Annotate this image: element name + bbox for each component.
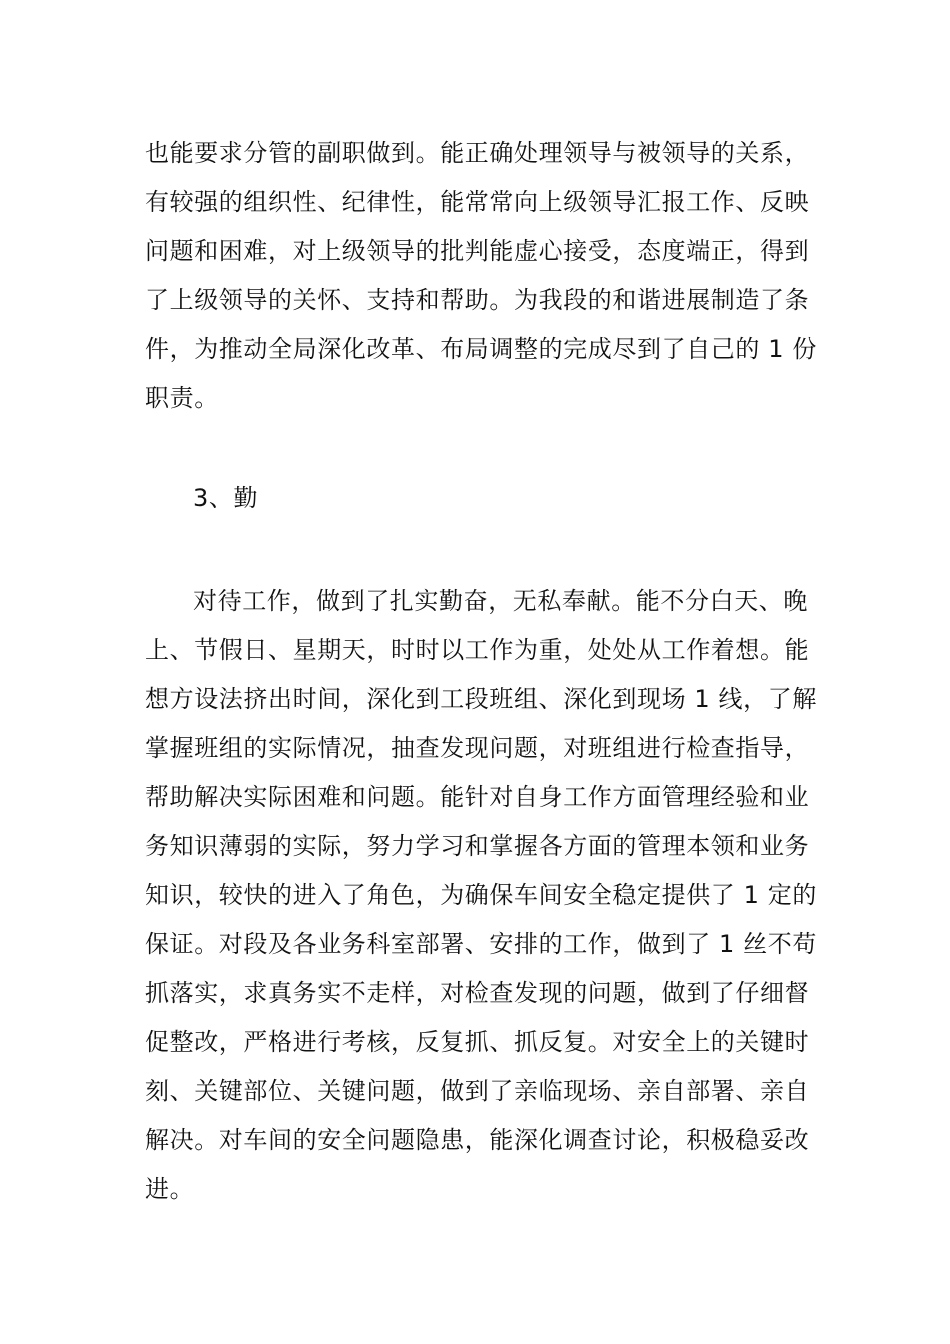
- paragraph-line: 问题和困难，对上级领导的批判能虚心接受，态度端正，得到: [145, 237, 810, 265]
- section-heading: 3、勤: [193, 484, 259, 512]
- paragraph-line: 抓落实，求真务实不走样，对检查发现的问题，做到了仔细督: [145, 979, 810, 1007]
- paragraph-line: 务知识薄弱的实际，努力学习和掌握各方面的管理本领和业务: [145, 832, 810, 860]
- paragraph-line: 掌握班组的实际情况，抽查发现问题，对班组进行检查指导，: [145, 734, 810, 762]
- paragraph-line: 上、节假日、星期天，时时以工作为重，处处从工作着想。能: [145, 636, 810, 664]
- paragraph-line: 件，为推动全局深化改革、布局调整的完成尽到了自己的 1 份: [145, 335, 817, 363]
- paragraph-line: 保证。对段及各业务科室部署、安排的工作，做到了 1 丝不苟: [145, 930, 817, 958]
- paragraph-line: 也能要求分管的副职做到。能正确处理领导与被领导的关系，: [145, 139, 810, 167]
- paragraph-line: 进。: [145, 1175, 195, 1203]
- paragraph-line: 促整改，严格进行考核，反复抓、抓反复。对安全上的关键时: [145, 1028, 810, 1056]
- paragraph-line: 知识，较快的进入了角色，为确保车间安全稳定提供了 1 定的: [145, 881, 817, 909]
- paragraph-line: 职责。: [145, 384, 219, 412]
- paragraph-line: 对待工作，做到了扎实勤奋，无私奉献。能不分白天、晚: [193, 587, 808, 615]
- paragraph-line: 了上级领导的关怀、支持和帮助。为我段的和谐进展制造了条: [145, 286, 810, 314]
- paragraph-line: 刻、关键部位、关键问题，做到了亲临现场、亲自部署、亲自: [145, 1077, 810, 1105]
- paragraph-line: 想方设法挤出时间，深化到工段班组、深化到现场 1 线，了解: [145, 685, 817, 713]
- paragraph-line: 解决。对车间的安全问题隐患，能深化调查讨论，积极稳妥改: [145, 1126, 810, 1154]
- paragraph-line: 有较强的组织性、纪律性，能常常向上级领导汇报工作、反映: [145, 188, 810, 216]
- paragraph-line: 帮助解决实际困难和问题。能针对自身工作方面管理经验和业: [145, 783, 810, 811]
